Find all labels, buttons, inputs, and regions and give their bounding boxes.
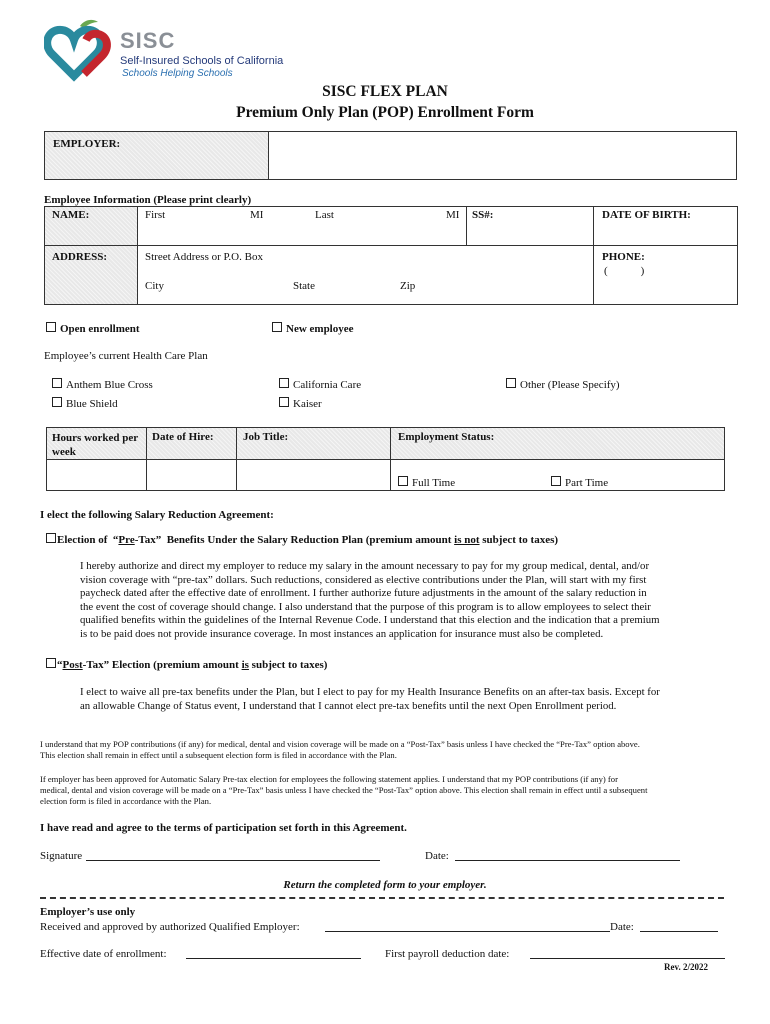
- dob-divider: [593, 206, 594, 305]
- signature-date-label: Date:: [425, 850, 449, 862]
- pretax-mid: -Tax” Benefits Under the Salary Reduction Plan (premium amount: [134, 534, 455, 546]
- city-field[interactable]: City: [145, 280, 164, 292]
- employer-use-heading: Employer’s use only: [40, 906, 136, 918]
- name-label: NAME:: [52, 209, 90, 221]
- employee-info-heading: Employee Information (Please print clearly): [44, 194, 252, 206]
- employer-input[interactable]: [268, 131, 737, 180]
- date-of-hire-input[interactable]: [147, 460, 235, 490]
- blue-shield-label: Blue Shield: [66, 398, 118, 410]
- open-enrollment-option[interactable]: [46, 322, 140, 335]
- kaiser-label: Kaiser: [293, 398, 322, 410]
- health-plan-heading: Employee’s current Health Care Plan: [44, 350, 208, 362]
- posttax-election-option[interactable]: [46, 658, 327, 671]
- received-date-line[interactable]: [640, 931, 718, 932]
- cut-line: [40, 897, 724, 899]
- checkbox-icon[interactable]: [46, 322, 56, 332]
- logo-name: SISC: [120, 28, 176, 53]
- date-of-hire-header: Date of Hire:: [152, 431, 214, 443]
- small-print-line: medical, dental and vision coverage will be made on a “Pre-Tax” basis unless I have checked the “Post-Tax” option above. This election shall remain in effect until a subsequent: [40, 785, 648, 795]
- phone-field[interactable]: ( ): [604, 265, 645, 277]
- kaiser-option[interactable]: [279, 397, 322, 410]
- row-divider: [44, 245, 738, 246]
- small-print-line: election form is filed in accordance with the Plan.: [40, 796, 212, 806]
- full-time-option[interactable]: [398, 476, 455, 489]
- job-title-input[interactable]: [237, 460, 389, 490]
- pretax-prefix: Election of “: [57, 534, 119, 546]
- checkbox-icon[interactable]: [551, 476, 561, 486]
- posttax-mid: -Tax” Election (premium amount: [82, 659, 242, 671]
- california-care-option[interactable]: [279, 378, 361, 391]
- pretax-is-not: is not: [454, 534, 480, 546]
- employment-status-header: Employment Status:: [398, 431, 495, 443]
- pretax-line: the event the cost of coverage should change. I also understand that the purpose of this program is to allow employees to select their: [80, 600, 651, 613]
- pretax-paragraph: [80, 560, 740, 642]
- open-enrollment-label: Open enrollment: [60, 323, 140, 335]
- checkbox-icon[interactable]: [398, 476, 408, 486]
- checkbox-icon[interactable]: [52, 378, 62, 388]
- form-subtitle: Premium Only Plan (POP) Enrollment Form: [236, 104, 534, 121]
- checkbox-icon[interactable]: [52, 397, 62, 407]
- checkbox-icon[interactable]: [46, 658, 56, 668]
- ss-label[interactable]: SS#:: [472, 209, 494, 221]
- dob-label[interactable]: DATE OF BIRTH:: [602, 209, 691, 221]
- received-date-label: Date:: [610, 921, 634, 933]
- job-title-header: Job Title:: [243, 431, 289, 443]
- pretax-line: is to be paid does not provide insurance coverage. In most instances an application for insurance must also be completed.: [80, 627, 604, 640]
- revision-label: Rev. 2/2022: [664, 962, 708, 972]
- middle-initial-field-2[interactable]: MI: [446, 209, 460, 221]
- posttax-suffix: subject to taxes): [248, 659, 328, 671]
- middle-initial-field-1[interactable]: MI: [250, 209, 264, 221]
- logo-subtitle: Self-Insured Schools of California: [120, 55, 284, 67]
- checkbox-icon[interactable]: [506, 378, 516, 388]
- anthem-option[interactable]: [52, 378, 153, 391]
- form-title: SISC FLEX PLAN: [322, 83, 448, 100]
- checkbox-icon[interactable]: [279, 397, 289, 407]
- small-print-2: [40, 774, 745, 807]
- payroll-date-line[interactable]: [530, 958, 725, 959]
- effective-date-label: Effective date of enrollment:: [40, 948, 167, 960]
- checkbox-icon[interactable]: [46, 533, 56, 543]
- pretax-line: qualified benefits within the guidelines of the Internal Revenue Code. I understand that this election and the indication that a premium: [80, 614, 660, 627]
- small-print-line: This election shall remain in effect until a subsequent election form is filed in accordance with the Plan.: [40, 750, 397, 760]
- signature-date-line[interactable]: [455, 860, 680, 861]
- logo-tagline: Schools Helping Schools: [122, 68, 233, 79]
- zip-field[interactable]: Zip: [400, 280, 416, 292]
- posttax-is: is: [241, 659, 249, 671]
- blue-shield-option[interactable]: [52, 397, 118, 410]
- hours-header: Hours worked per week: [52, 432, 138, 458]
- street-field[interactable]: Street Address or P.O. Box: [145, 251, 263, 263]
- pretax-pre: Pre: [118, 534, 135, 546]
- small-print-1: [40, 739, 745, 761]
- employer-label: EMPLOYER:: [53, 138, 121, 150]
- posttax-line: an allowable Change of Status event, I understand that I cannot elect pre-tax benefits until the next Open Enrollment period.: [80, 699, 617, 712]
- col-divider-3: [390, 427, 391, 491]
- full-time-label: Full Time: [412, 477, 456, 489]
- address-label: ADDRESS:: [52, 251, 108, 263]
- received-line[interactable]: [325, 931, 610, 932]
- california-care-label: California Care: [293, 379, 362, 391]
- received-label: Received and approved by authorized Qualified Employer:: [40, 921, 300, 933]
- employment-header-row: [47, 428, 724, 460]
- hours-input[interactable]: [47, 460, 145, 490]
- checkbox-icon[interactable]: [272, 322, 282, 332]
- sisc-heart-logo-icon: [44, 18, 114, 82]
- small-print-line: I understand that my POP contributions (if any) for medical, dental and vision coverage will be made on a “Post-Tax” basis unless I have checked the “Pre-Tax” option above.: [40, 739, 640, 749]
- phone-label: PHONE:: [602, 251, 645, 263]
- anthem-label: Anthem Blue Cross: [66, 379, 153, 391]
- agreement-statement: I have read and agree to the terms of participation set forth in this Agreement.: [40, 822, 407, 834]
- pretax-line: I hereby authorize and direct my employer to reduce my salary in the amount necessary to pay for my group medical, dental, and/or: [80, 560, 650, 572]
- posttax-post: Post: [62, 659, 83, 671]
- checkbox-icon[interactable]: [279, 378, 289, 388]
- posttax-prefix: “: [57, 659, 63, 671]
- return-note: Return the completed form to your employer.: [283, 879, 487, 891]
- sisc-logo: [44, 18, 306, 82]
- posttax-paragraph: [80, 686, 740, 713]
- employer-label-cell: [44, 131, 269, 180]
- part-time-label: Part Time: [565, 477, 609, 489]
- signature-line[interactable]: [86, 860, 380, 861]
- effective-date-line[interactable]: [186, 958, 361, 959]
- pretax-suffix: subject to taxes): [479, 534, 559, 546]
- signature-label: Signature: [40, 850, 83, 862]
- small-print-line: If employer has been approved for Automatic Salary Pre-tax election for employees the following statement applies. I understand that my POP contributions (if any) for: [40, 774, 618, 784]
- salary-reduction-heading: I elect the following Salary Reduction Agreement:: [40, 509, 274, 521]
- other-plan-label: Other (Please Specify): [520, 379, 620, 391]
- first-name-field[interactable]: First: [145, 209, 166, 221]
- new-employee-label: New employee: [286, 323, 354, 335]
- pretax-line: paycheck dated after the effective date of enrollment. I further authorize future adjustments in the amount of the salary reduction in: [80, 587, 647, 600]
- pretax-line: vision coverage with “pre-tax” dollars. Such reductions, considered as elective contributions under the Plan, will start with my first: [80, 573, 647, 586]
- payroll-date-label: First payroll deduction date:: [385, 948, 510, 960]
- other-plan-option[interactable]: [506, 378, 620, 391]
- part-time-option[interactable]: [551, 476, 608, 489]
- posttax-line: I elect to waive all pre-tax benefits under the Plan, but I elect to pay for my Health Insurance Benefits on an after-tax basis. Except for: [80, 686, 660, 698]
- ss-divider: [466, 206, 467, 246]
- pretax-election-option[interactable]: [46, 533, 558, 546]
- last-name-field[interactable]: Last: [315, 209, 334, 221]
- state-field[interactable]: State: [293, 280, 315, 292]
- new-employee-option[interactable]: [272, 322, 354, 335]
